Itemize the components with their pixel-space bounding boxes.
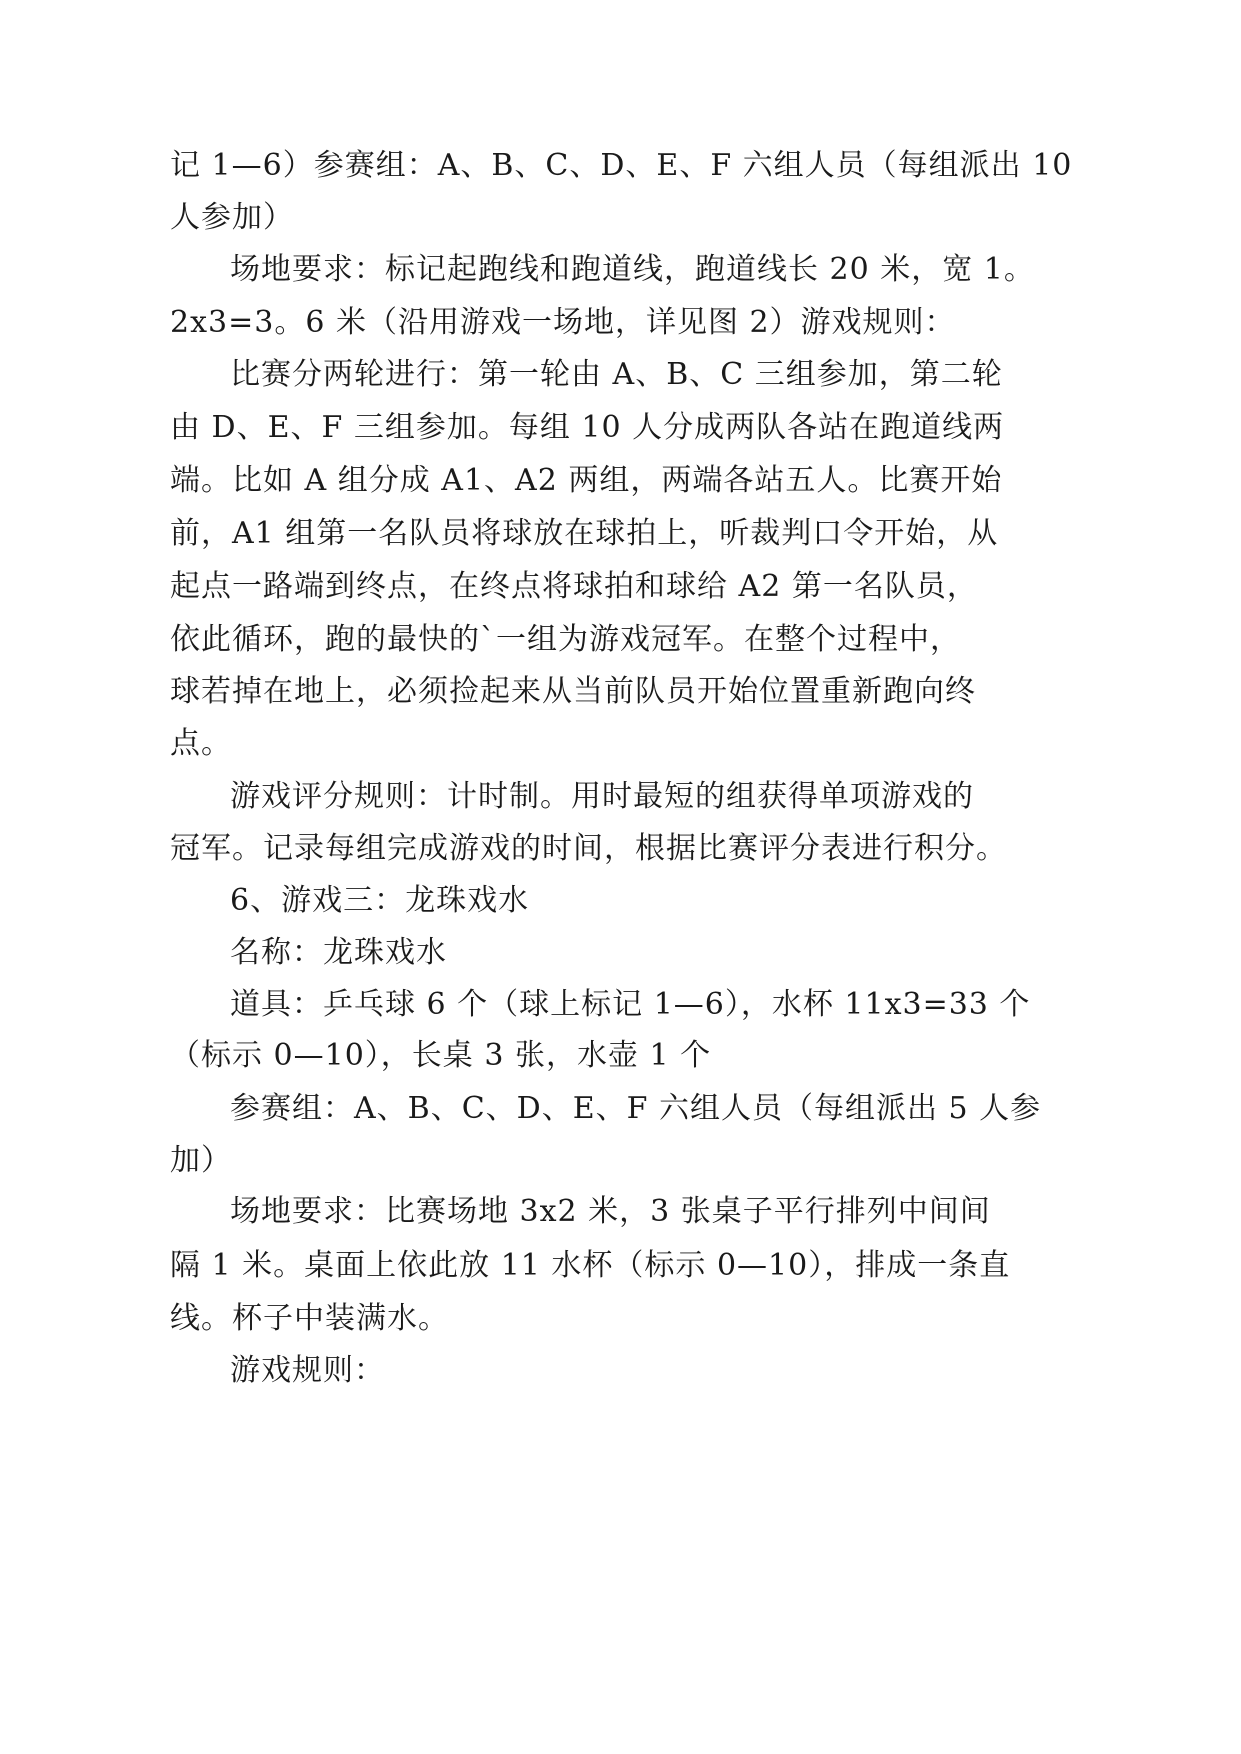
text-line: 2x3=3。6 米（沿用游戏一场地，详见图 2）游戏规则： [170, 305, 956, 340]
text-line: 名称：龙珠戏水 [230, 935, 447, 970]
text-line: 线。杯子中装满水。 [170, 1301, 449, 1336]
text-line: 点。 [170, 726, 232, 761]
text-line: 比赛分两轮进行：第一轮由 A、B、C 三组参加，第二轮 [230, 357, 1003, 392]
text-line: 前，A1 组第一名队员将球放在球拍上，听裁判口令开始，从 [170, 516, 999, 551]
text-line: 起点一路端到终点，在终点将球拍和球给 A2 第一名队员， [170, 569, 978, 604]
text-line: 依此循环，跑的最快的`一组为游戏冠军。在整个过程中， [170, 622, 961, 657]
text-line: 道具：乒乓球 6 个（球上标记 1—6），水杯 11x3=33 个 [230, 987, 1031, 1022]
text-line: 人参加） [170, 200, 294, 235]
text-line: 端。比如 A 组分成 A1、A2 两组，两端各站五人。比赛开始 [170, 463, 1003, 498]
text-line: 由 D、E、F 三组参加。每组 10 人分成两队各站在跑道线两 [170, 410, 1005, 445]
text-line: 记 1—6）参赛组：A、B、C、D、E、F 六组人员（每组派出 10 [170, 148, 1073, 183]
text-line: 加） [170, 1143, 232, 1178]
text-line: 球若掉在地上，必须捡起来从当前队员开始位置重新跑向终 [170, 674, 976, 709]
text-line: 游戏评分规则：计时制。用时最短的组获得单项游戏的 [230, 779, 974, 814]
text-line: 游戏规则： [230, 1353, 385, 1388]
text-line: 隔 1 米。桌面上依此放 11 水杯（标示 0—10），排成一条直 [170, 1248, 1011, 1283]
text-line: 场地要求：标记起跑线和跑道线，跑道线长 20 米，宽 1。 [230, 252, 1035, 287]
text-line: （标示 0—10），长桌 3 张，水壶 1 个 [170, 1038, 712, 1073]
text-line: 冠军。记录每组完成游戏的时间，根据比赛评分表进行积分。 [170, 831, 1007, 866]
text-line: 6、游戏三：龙珠戏水 [230, 883, 530, 918]
text-line: 参赛组：A、B、C、D、E、F 六组人员（每组派出 5 人参 [230, 1091, 1042, 1126]
text-line: 场地要求：比赛场地 3x2 米，3 张桌子平行排列中间间 [230, 1194, 991, 1229]
